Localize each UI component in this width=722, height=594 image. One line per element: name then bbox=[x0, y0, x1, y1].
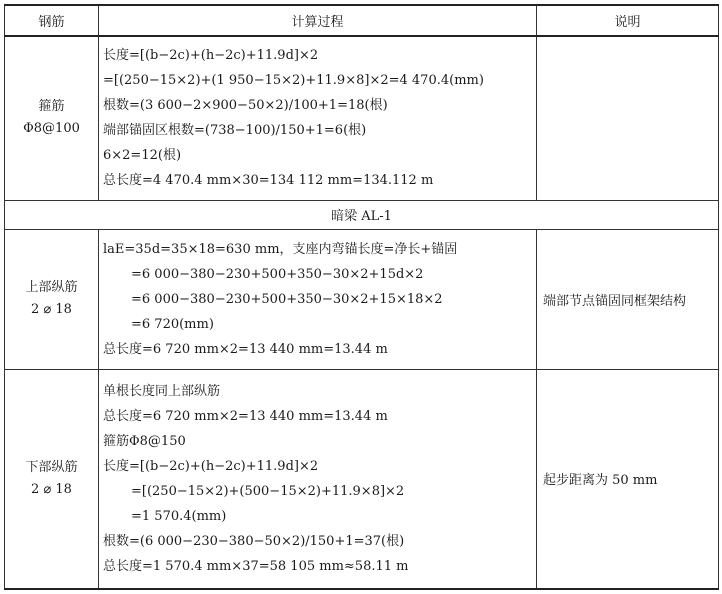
calc-line: 根数=(6 000−230−380−50×2)/150+1=37(根) bbox=[103, 533, 405, 549]
section-title-row bbox=[5, 200, 719, 229]
header-row bbox=[5, 5, 719, 36]
calc-line: =6 720(mm) bbox=[131, 316, 214, 332]
header-note: 说明 bbox=[537, 5, 719, 36]
calc-line: 长度=[(b−2c)+(h−2c)+11.9d]×2 bbox=[103, 458, 319, 474]
calc-line: 根数=(3 600−2×900−50×2)/100+1=18(根) bbox=[103, 98, 388, 114]
calc-line: 端部锚固区根数=(738−100)/150+1=6(根) bbox=[103, 123, 367, 139]
rebar-name: 下部纵筋 bbox=[25, 459, 78, 475]
rebar-name: 上部纵筋 bbox=[25, 280, 78, 295]
calc-line: =[(250−15×2)+(1 950−15×2)+11.9×8]×2=4 470.4(mm) bbox=[103, 73, 484, 89]
calc-line: 长度=[(b−2c)+(h−2c)+11.9d]×2 bbox=[103, 48, 319, 64]
calculation-cell bbox=[99, 369, 537, 589]
calculation-cell bbox=[99, 229, 537, 369]
rebar-cell bbox=[5, 229, 99, 369]
note-cell: 端部节点锚固同框架结构 bbox=[537, 229, 719, 369]
calc-line: 单根长度同上部纵筋 bbox=[103, 383, 221, 399]
calc-line: 总长度=4 470.4 mm×30=134 112 mm=134.112 m bbox=[103, 173, 434, 189]
calc-line: =1 570.4(mm) bbox=[131, 508, 227, 524]
calc-line: 箍筋Φ8@150 bbox=[103, 433, 186, 449]
rebar-name: 箍筋 bbox=[38, 99, 65, 115]
table-row-lower-bar bbox=[5, 369, 719, 589]
rebar-spec: 2 ⌀ 18 bbox=[31, 481, 72, 497]
calculation-cell bbox=[99, 36, 537, 200]
rebar-spec: Φ8@100 bbox=[23, 121, 80, 137]
rebar-cell bbox=[5, 36, 99, 200]
calc-line: 总长度=1 570.4 mm×37=58 105 mm≈58.11 m bbox=[103, 558, 409, 574]
calc-line: 总长度=6 720 mm×2=13 440 mm=13.44 m bbox=[103, 341, 388, 357]
header-calculation: 计算过程 bbox=[99, 5, 537, 36]
calc-line: =6 000−380−230+500+350−30×2+15×18×2 bbox=[131, 291, 443, 307]
header-rebar: 钢筋 bbox=[5, 5, 99, 36]
calc-line: 6×2=12(根) bbox=[103, 148, 182, 164]
note-cell bbox=[537, 36, 719, 200]
table-row-stirrup bbox=[5, 36, 719, 200]
calc-line: laE=35d=35×18=630 mm，支座内弯锚长度=净长+锚固 bbox=[103, 241, 458, 257]
section-title: 暗梁 AL-1 bbox=[5, 200, 719, 229]
calc-line: =6 000−380−230+500+350−30×2+15d×2 bbox=[131, 266, 424, 282]
rebar-spec: 2 ⌀ 18 bbox=[31, 302, 72, 317]
rebar-calculation-table bbox=[4, 4, 719, 590]
table-row-upper-bar bbox=[5, 229, 719, 369]
rebar-cell bbox=[5, 369, 99, 589]
calc-line: =[(250−15×2)+(500−15×2)+11.9×8]×2 bbox=[131, 483, 405, 499]
calc-line: 总长度=6 720 mm×2=13 440 mm=13.44 m bbox=[103, 408, 388, 424]
note-cell: 起步距离为 50 mm bbox=[537, 369, 719, 589]
